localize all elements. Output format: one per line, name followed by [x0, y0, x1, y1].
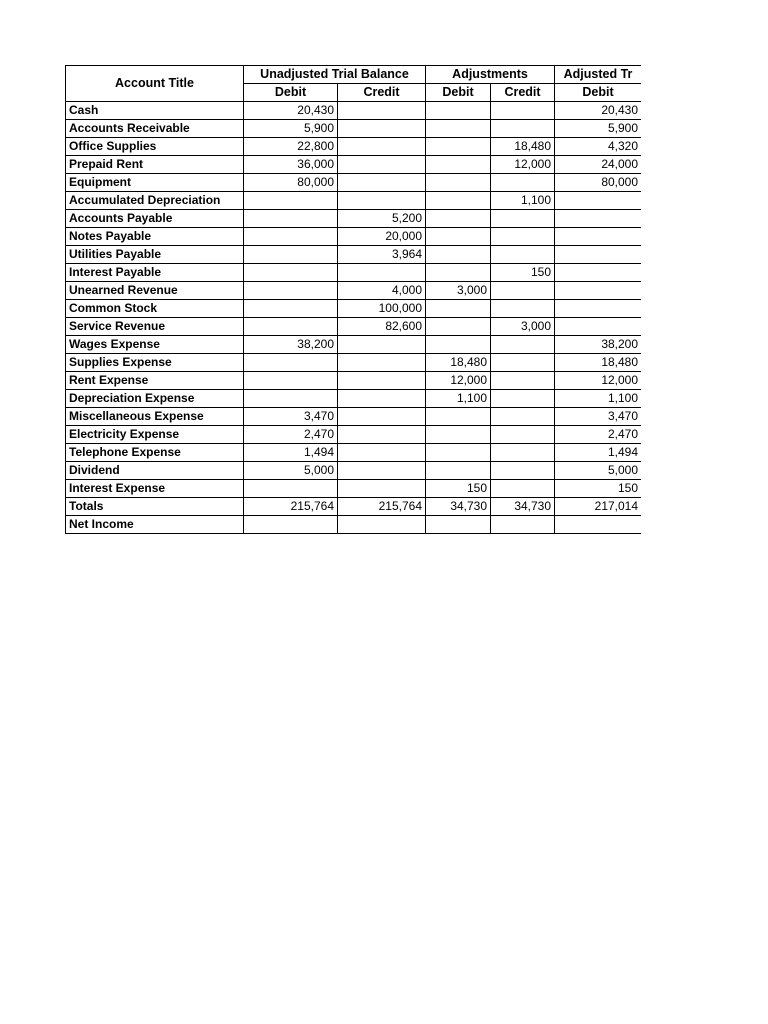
adjustments-debit-cell[interactable]: [426, 138, 491, 156]
table-row: [66, 516, 642, 534]
table-row: [66, 462, 642, 480]
worksheet: [65, 65, 641, 534]
adjustments-credit-cell[interactable]: [491, 210, 555, 228]
adjustments-debit-header: Debit: [426, 84, 491, 102]
table-row: [66, 426, 642, 444]
adjustments-credit-cell[interactable]: [491, 282, 555, 300]
adjustments-credit-cell[interactable]: [491, 372, 555, 390]
adjusted-debit-cell[interactable]: 18,480: [555, 354, 641, 372]
adjusted-debit-cell[interactable]: 38,200: [555, 336, 641, 354]
account-title-header: Account Title: [66, 66, 244, 102]
adjustments-debit-cell[interactable]: [426, 516, 491, 534]
adjustments-credit-cell[interactable]: [491, 516, 555, 534]
table-row: [66, 246, 642, 264]
adjustments-debit-cell[interactable]: [426, 336, 491, 354]
adjustments-debit-cell[interactable]: [426, 228, 491, 246]
unadjusted-debit-cell[interactable]: 215,764: [244, 498, 338, 516]
unadjusted-debit-cell[interactable]: 5,000: [244, 462, 338, 480]
table-row: [66, 336, 642, 354]
unadjusted-credit-cell[interactable]: [338, 174, 426, 192]
unadjusted-credit-header: Credit: [338, 84, 426, 102]
account-title-cell[interactable]: Service Revenue: [66, 318, 244, 336]
adjustments-credit-cell[interactable]: [491, 300, 555, 318]
unadjusted-credit-cell[interactable]: [338, 480, 426, 498]
unadjusted-credit-cell[interactable]: [338, 516, 426, 534]
adjustments-credit-cell[interactable]: [491, 174, 555, 192]
adjusted-debit-cell[interactable]: [555, 192, 641, 210]
unadjusted-debit-cell[interactable]: 3,470: [244, 408, 338, 426]
unadjusted-credit-cell[interactable]: [338, 444, 426, 462]
account-title-cell[interactable]: Utilities Payable: [66, 246, 244, 264]
account-title-cell[interactable]: Cash: [66, 102, 244, 120]
table-row: [66, 156, 642, 174]
table-row: [66, 210, 642, 228]
unadjusted-credit-cell[interactable]: [338, 336, 426, 354]
table-row: [66, 498, 642, 516]
unadjusted-credit-cell[interactable]: 4,000: [338, 282, 426, 300]
unadjusted-debit-cell[interactable]: [244, 372, 338, 390]
account-title-cell[interactable]: Telephone Expense: [66, 444, 244, 462]
unadjusted-debit-cell[interactable]: 80,000: [244, 174, 338, 192]
adjustments-debit-cell[interactable]: [426, 300, 491, 318]
table-body: [66, 102, 642, 534]
unadjusted-credit-cell[interactable]: [338, 372, 426, 390]
unadjusted-debit-cell[interactable]: [244, 228, 338, 246]
adjusted-debit-header: Debit: [555, 84, 641, 102]
adjusted-debit-cell[interactable]: 1,494: [555, 444, 641, 462]
adjusted-debit-cell[interactable]: 80,000: [555, 174, 641, 192]
unadjusted-credit-cell[interactable]: [338, 408, 426, 426]
unadjusted-debit-cell[interactable]: 36,000: [244, 156, 338, 174]
table-row: [66, 120, 642, 138]
unadjusted-debit-cell[interactable]: 20,430: [244, 102, 338, 120]
adjustments-credit-cell[interactable]: 12,000: [491, 156, 555, 174]
adjustments-debit-cell[interactable]: [426, 426, 491, 444]
unadjusted-debit-cell[interactable]: 1,494: [244, 444, 338, 462]
adjusted-debit-cell[interactable]: [555, 318, 641, 336]
adjustments-credit-cell[interactable]: [491, 462, 555, 480]
adjusted-debit-cell[interactable]: 5,000: [555, 462, 641, 480]
adjustments-debit-cell[interactable]: [426, 102, 491, 120]
account-title-cell[interactable]: Accounts Receivable: [66, 120, 244, 138]
unadjusted-credit-cell[interactable]: [338, 354, 426, 372]
adjustments-debit-cell[interactable]: [426, 264, 491, 282]
unadjusted-trial-balance-header: Unadjusted Trial Balance: [244, 66, 426, 84]
adjusted-debit-cell[interactable]: [555, 300, 641, 318]
account-title-cell[interactable]: Equipment: [66, 174, 244, 192]
adjustments-credit-cell[interactable]: [491, 426, 555, 444]
adjustments-debit-cell[interactable]: [426, 174, 491, 192]
table-row: [66, 372, 642, 390]
table-row: [66, 174, 642, 192]
adjustments-debit-cell[interactable]: [426, 462, 491, 480]
adjustments-credit-cell[interactable]: [491, 120, 555, 138]
unadjusted-debit-cell[interactable]: 5,900: [244, 120, 338, 138]
adjustments-credit-cell[interactable]: [491, 408, 555, 426]
unadjusted-debit-cell[interactable]: [244, 264, 338, 282]
account-title-cell[interactable]: Office Supplies: [66, 138, 244, 156]
adjustments-debit-cell[interactable]: [426, 444, 491, 462]
adjusted-debit-cell[interactable]: [555, 246, 641, 264]
adjustments-debit-cell[interactable]: [426, 318, 491, 336]
group-header-row: [66, 66, 642, 84]
adjustments-credit-cell[interactable]: [491, 228, 555, 246]
table-row: [66, 444, 642, 462]
account-title-cell[interactable]: Prepaid Rent: [66, 156, 244, 174]
account-title-cell[interactable]: Depreciation Expense: [66, 390, 244, 408]
adjustments-debit-cell[interactable]: 3,000: [426, 282, 491, 300]
table-row: [66, 138, 642, 156]
adjusted-debit-cell[interactable]: 217,014: [555, 498, 641, 516]
table-row: [66, 264, 642, 282]
unadjusted-credit-cell[interactable]: [338, 192, 426, 210]
adjustments-credit-cell[interactable]: [491, 336, 555, 354]
adjusted-debit-cell[interactable]: 12,000: [555, 372, 641, 390]
table-row: [66, 408, 642, 426]
account-title-cell[interactable]: Rent Expense: [66, 372, 244, 390]
adjustments-debit-cell[interactable]: [426, 192, 491, 210]
account-title-cell[interactable]: Notes Payable: [66, 228, 244, 246]
account-title-cell[interactable]: Accumulated Depreciation: [66, 192, 244, 210]
adjusted-debit-cell[interactable]: [555, 264, 641, 282]
adjustments-debit-cell[interactable]: [426, 120, 491, 138]
trial-balance-table: [65, 65, 641, 534]
adjustments-credit-cell[interactable]: [491, 480, 555, 498]
table-row: [66, 354, 642, 372]
account-title-cell[interactable]: Interest Expense: [66, 480, 244, 498]
adjustments-debit-cell[interactable]: 12,000: [426, 372, 491, 390]
adjusted-debit-cell[interactable]: 3,470: [555, 408, 641, 426]
adjustments-credit-cell[interactable]: [491, 390, 555, 408]
unadjusted-debit-cell[interactable]: [244, 480, 338, 498]
adjustments-debit-cell[interactable]: [426, 210, 491, 228]
account-title-cell[interactable]: Interest Payable: [66, 264, 244, 282]
adjustments-debit-cell[interactable]: 150: [426, 480, 491, 498]
account-title-cell[interactable]: Dividend: [66, 462, 244, 480]
adjustments-credit-header: Credit: [491, 84, 555, 102]
adjustments-credit-cell[interactable]: [491, 246, 555, 264]
adjusted-debit-cell[interactable]: [555, 516, 641, 534]
adjustments-debit-cell[interactable]: 34,730: [426, 498, 491, 516]
adjustments-debit-cell[interactable]: [426, 246, 491, 264]
unadjusted-debit-cell[interactable]: [244, 354, 338, 372]
table-row: [66, 480, 642, 498]
adjusted-debit-cell[interactable]: [555, 282, 641, 300]
account-title-cell[interactable]: Accounts Payable: [66, 210, 244, 228]
account-title-cell[interactable]: Wages Expense: [66, 336, 244, 354]
table-row: [66, 192, 642, 210]
unadjusted-debit-cell[interactable]: [244, 246, 338, 264]
unadjusted-credit-cell[interactable]: [338, 462, 426, 480]
account-title-cell[interactable]: Supplies Expense: [66, 354, 244, 372]
adjustments-credit-cell[interactable]: [491, 354, 555, 372]
adjusted-debit-cell[interactable]: 20,430: [555, 102, 641, 120]
table-row: [66, 318, 642, 336]
unadjusted-debit-cell[interactable]: 22,800: [244, 138, 338, 156]
unadjusted-debit-cell[interactable]: [244, 318, 338, 336]
unadjusted-credit-cell[interactable]: 5,200: [338, 210, 426, 228]
unadjusted-credit-cell[interactable]: [338, 264, 426, 282]
account-title-cell[interactable]: Totals: [66, 498, 244, 516]
adjusted-debit-cell[interactable]: [555, 228, 641, 246]
table-row: [66, 102, 642, 120]
adjustments-credit-cell[interactable]: [491, 444, 555, 462]
unadjusted-credit-cell[interactable]: [338, 120, 426, 138]
account-title-cell[interactable]: Common Stock: [66, 300, 244, 318]
adjusted-debit-cell[interactable]: 24,000: [555, 156, 641, 174]
adjustments-header: Adjustments: [426, 66, 555, 84]
unadjusted-credit-cell[interactable]: 100,000: [338, 300, 426, 318]
adjustments-debit-cell[interactable]: 1,100: [426, 390, 491, 408]
unadjusted-debit-cell[interactable]: [244, 300, 338, 318]
table-row: [66, 390, 642, 408]
unadjusted-debit-cell[interactable]: [244, 210, 338, 228]
adjustments-credit-cell[interactable]: 1,100: [491, 192, 555, 210]
adjustments-credit-cell[interactable]: 150: [491, 264, 555, 282]
unadjusted-credit-cell[interactable]: [338, 426, 426, 444]
unadjusted-debit-header: Debit: [244, 84, 338, 102]
adjustments-credit-cell[interactable]: 3,000: [491, 318, 555, 336]
table-row: [66, 282, 642, 300]
unadjusted-credit-cell[interactable]: 82,600: [338, 318, 426, 336]
adjusted-debit-cell[interactable]: 150: [555, 480, 641, 498]
unadjusted-credit-cell[interactable]: 20,000: [338, 228, 426, 246]
adjustments-credit-cell[interactable]: 18,480: [491, 138, 555, 156]
table-row: [66, 228, 642, 246]
unadjusted-credit-cell[interactable]: [338, 156, 426, 174]
adjusted-trial-balance-header: Adjusted Tr: [555, 66, 641, 84]
unadjusted-debit-cell[interactable]: [244, 516, 338, 534]
account-title-cell[interactable]: Electricity Expense: [66, 426, 244, 444]
table-row: [66, 300, 642, 318]
adjusted-debit-cell[interactable]: 4,320: [555, 138, 641, 156]
account-title-cell[interactable]: Miscellaneous Expense: [66, 408, 244, 426]
unadjusted-credit-cell[interactable]: [338, 102, 426, 120]
account-title-cell[interactable]: Unearned Revenue: [66, 282, 244, 300]
adjustments-debit-cell[interactable]: [426, 156, 491, 174]
unadjusted-debit-cell[interactable]: 38,200: [244, 336, 338, 354]
account-title-cell[interactable]: Net Income: [66, 516, 244, 534]
unadjusted-debit-cell[interactable]: [244, 282, 338, 300]
adjustments-credit-cell[interactable]: [491, 102, 555, 120]
adjusted-debit-cell[interactable]: 1,100: [555, 390, 641, 408]
unadjusted-credit-cell[interactable]: [338, 390, 426, 408]
adjustments-debit-cell[interactable]: [426, 408, 491, 426]
unadjusted-credit-cell[interactable]: [338, 138, 426, 156]
unadjusted-credit-cell[interactable]: 215,764: [338, 498, 426, 516]
adjusted-debit-cell[interactable]: [555, 210, 641, 228]
adjustments-credit-cell[interactable]: 34,730: [491, 498, 555, 516]
adjusted-debit-cell[interactable]: 2,470: [555, 426, 641, 444]
adjustments-debit-cell[interactable]: 18,480: [426, 354, 491, 372]
unadjusted-debit-cell[interactable]: 2,470: [244, 426, 338, 444]
unadjusted-debit-cell[interactable]: [244, 390, 338, 408]
adjusted-debit-cell[interactable]: 5,900: [555, 120, 641, 138]
unadjusted-credit-cell[interactable]: 3,964: [338, 246, 426, 264]
unadjusted-debit-cell[interactable]: [244, 192, 338, 210]
